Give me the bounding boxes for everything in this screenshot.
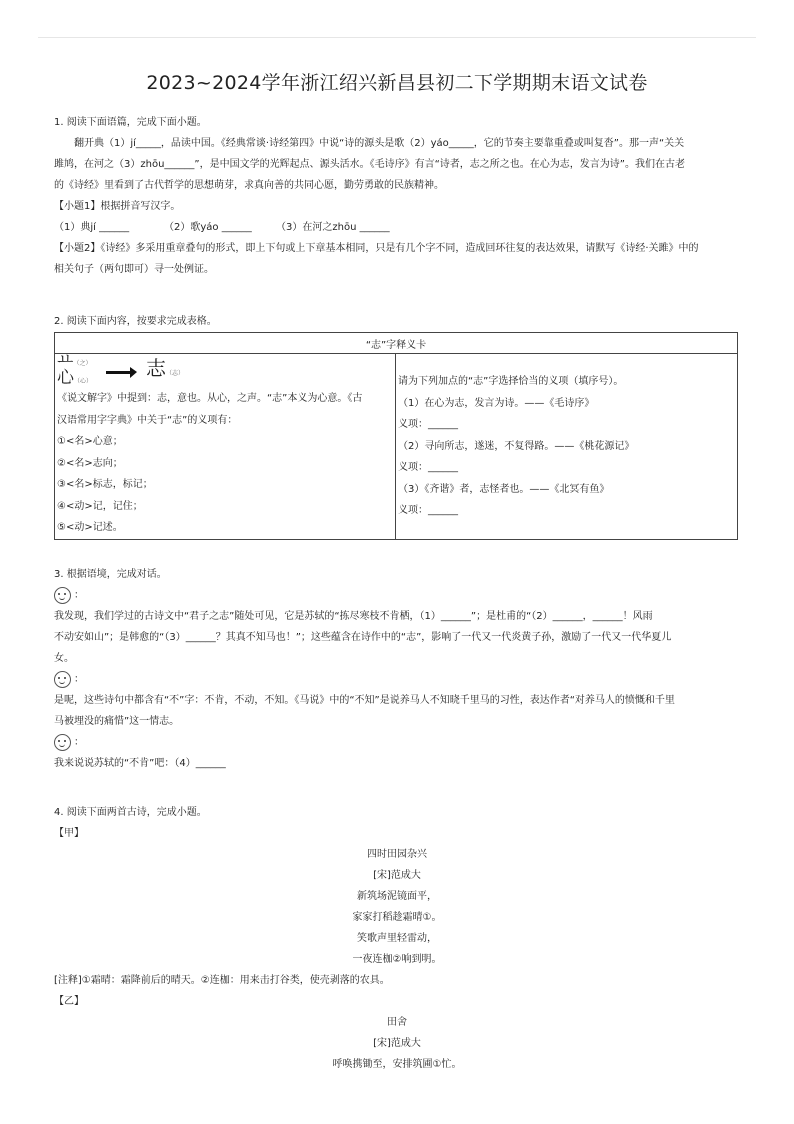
- q3-stem: 3. 根据语境，完成对话。: [54, 569, 167, 580]
- q1-item-3[interactable]: （3）在河之zhōu ______: [276, 222, 390, 233]
- meaning-item: ①<名>心意；: [57, 436, 123, 447]
- q1-subquestion-1: 【小题1】根据拼音写汉字。: [54, 201, 181, 212]
- q2-stem: 2. 阅读下面内容，按要求完成表格。: [54, 316, 217, 327]
- q1-subquestion-1-items: [54, 217, 740, 238]
- header-rule: [38, 37, 756, 38]
- q1-passage-line-2: 雎鸠，在河之（3）zhōu______”，是中国文学的光辉起点、源头活水。《毛诗序》有言“诗者，志之所之也。在心为志，发言为诗”。我们在古老: [54, 159, 685, 170]
- poem-1-line: 家家打稻趁霜晴①。: [352, 912, 442, 923]
- speaker-2: ：: [54, 669, 740, 690]
- q1-item-2[interactable]: （2）歌yáo ______: [164, 222, 252, 233]
- seal-script-glyph-right: 志（志）: [146, 356, 185, 380]
- answer-field-1[interactable]: 义项：______: [398, 419, 458, 430]
- poem-1-author: [宋]范成大: [373, 870, 421, 881]
- arrow-right-icon: [106, 371, 132, 374]
- question-3: [54, 564, 740, 774]
- question-4: [54, 802, 740, 1075]
- poem-2-author: [宋]范成大: [373, 1038, 421, 1049]
- q1-subquestion-2-line-1: 【小题2】《诗经》多采用重章叠句的形式，即上下句或上下章基本相同，只是有几个字不同，造成回环往复的表达效果，请默写《诗经·关雎》中的: [54, 243, 699, 254]
- q4-stem: 4. 阅读下面两首古诗，完成小题。: [54, 807, 207, 818]
- card-left-cell: [55, 350, 396, 540]
- poem-2-line: 呼唤携锄至，安排筑圃①忙。: [332, 1059, 462, 1070]
- seal-script-glyph-left: ㅛ（之） 心（心）: [57, 350, 93, 388]
- answer-field-2[interactable]: 义项：______: [398, 462, 458, 473]
- card-title: “志”字释义卡: [55, 333, 738, 354]
- speech-2-line-2: 马被埋没的痛惜”这一情志。: [54, 716, 180, 727]
- poem-yi-label: 【乙】: [54, 996, 84, 1007]
- poem-1-annotation: [注释]①霜晴：霜降前后的晴天。②连枷：用来击打谷类，使壳剥落的农具。: [54, 975, 390, 986]
- speech-1-line-2: 不动安如山”；是韩愈的“（3）______？其真不知马也！”；这些蕴含在诗作中的“志”，影响了一代又一代炎黄子孙，激励了一代又一代华夏儿: [54, 632, 672, 643]
- speaker-1: ：: [54, 585, 740, 606]
- student-avatar-icon: [54, 671, 71, 688]
- speech-2-line-1: 是呢，这些诗句中都含有“不”字：不肯，不动，不知。《马说》中的“不知”是说养马人不知晓千里马的习性，表达作者“对养马人的愤慨和千里: [54, 695, 675, 706]
- answer-field-3[interactable]: 义项：______: [398, 505, 458, 516]
- zhi-sentence-3: （3）《齐谐》者，志怪者也。——《北冥有鱼》: [398, 483, 610, 495]
- q1-passage-line-1: 翻开典（1）jí_____，品读中国。《经典常谈·诗经第四》中说“诗的源头是歌（2）yáo_____，它的节奏主要靠重叠或叫复沓”。那一声“关关: [74, 138, 685, 149]
- meaning-item: ④<动>记，记住；: [57, 500, 143, 512]
- shuowen-line-2: 汉语常用字字典》中关于“志”的义项有：: [57, 414, 238, 426]
- student-avatar-icon: [54, 734, 71, 751]
- zhi-sentence-2: （2）寻向所志，遂迷，不复得路。——《桃花源记》: [398, 440, 635, 452]
- meaning-item: ②<名>志向；: [57, 457, 123, 469]
- meaning-item: ⑤<动>记述。: [57, 522, 123, 533]
- speech-1-line-3: 女。: [54, 653, 74, 664]
- glyph-evolution: [57, 350, 393, 388]
- page-title: 2023~2024学年浙江绍兴新昌县初二下学期期末语文试卷: [146, 72, 648, 94]
- q1-stem: 1. 阅读下面语篇，完成下面小题。: [54, 117, 207, 128]
- question-2: [54, 311, 740, 540]
- poem-1-line: 新筑场泥镜面平，: [357, 891, 437, 902]
- poem-1-title: 四时田园杂兴: [367, 849, 427, 860]
- poem-jia-label: 【甲】: [54, 828, 84, 839]
- zhi-sentence-1: （1）在心为志，发言为诗。——《毛诗序》: [398, 397, 595, 409]
- zhi-meaning-card: [54, 332, 738, 540]
- card-right-cell: [396, 354, 738, 540]
- poem-2-title: 田舍: [387, 1017, 407, 1028]
- meaning-item: ③<名>标志，标记；: [57, 479, 153, 490]
- q1-passage-line-3: 的《诗经》里看到了古代哲学的思想萌芽，求真向善的共同心愿，勤劳勇敢的民族精神。: [54, 180, 444, 191]
- right-instruction: 请为下列加点的“志”字选择恰当的义项（填序号）。: [398, 376, 624, 387]
- q1-subquestion-2-line-2: 相关句子（两句即可）寻一处例证。: [54, 264, 214, 275]
- speech-1-line-1: 我发现，我们学过的古诗文中“君子之志”随处可见，它是苏轼的“拣尽寒枝不肯栖，（1）______”；是杜甫的“（2）______，______！风雨: [54, 611, 653, 622]
- poem-1-line: 笑歌声里轻雷动，: [357, 933, 437, 944]
- speech-3: 我来说说苏轼的“不肯”吧：（4）______: [54, 758, 226, 769]
- question-1: [54, 112, 740, 280]
- shuowen-line-1: 《说文解字》中提到：志，意也。从心，之声。“志”本义为心意。《古: [57, 393, 363, 404]
- poem-1-line: 一夜连枷②响到明。: [352, 954, 442, 965]
- q1-item-1[interactable]: （1）典jí ______: [54, 222, 130, 233]
- speaker-3: ：: [54, 732, 740, 753]
- student-avatar-icon: [54, 587, 71, 604]
